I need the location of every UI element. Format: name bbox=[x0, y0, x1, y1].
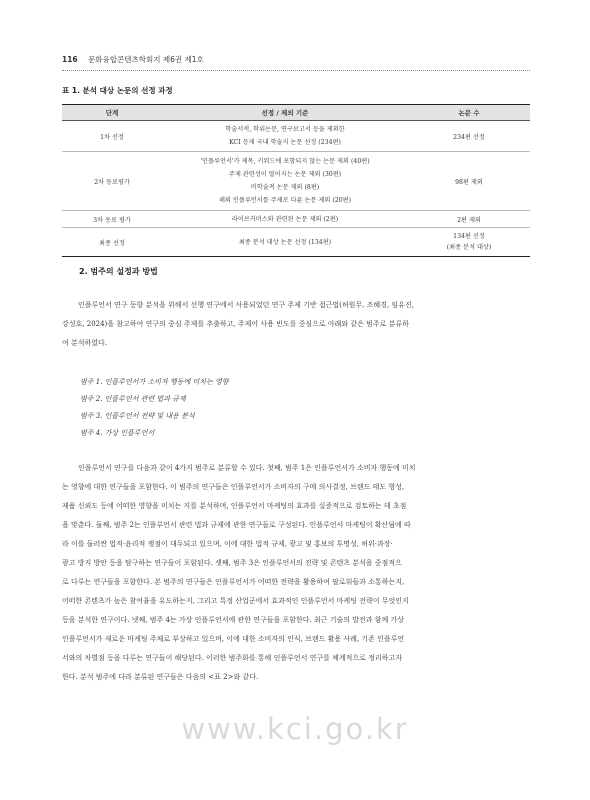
paragraph-line: 한다. 분석 범주에 다라 분류된 연구들은 다음의 <표 2>와 같다. bbox=[62, 673, 259, 681]
paragraph-line: 서와의 차별점 등을 다루는 연구들이 해당된다. 이러한 범주화를 통해 인플루언서 연구를 체계적으로 정리하고자 bbox=[62, 654, 402, 662]
count-line: (최종 분석 대상) bbox=[446, 244, 492, 251]
count-cell bbox=[408, 152, 530, 211]
paragraph-line: 여 분석하였다. bbox=[62, 339, 108, 347]
count-line: 2편 제외 bbox=[457, 216, 481, 224]
criteria-line: KCI 등재 국내 학술지 논문 선정 (234편) bbox=[229, 139, 341, 146]
paragraph-line: 라 이를 둘러싼 법적·윤리적 쟁점이 대두되고 있으며, 이에 대한 법적 규제, 광고 및 홍보의 투명성, 허위·과장· bbox=[62, 540, 393, 548]
count-line: 134편 선정 bbox=[453, 233, 485, 240]
section-heading: 2. 범주의 설정과 방법 bbox=[79, 267, 158, 276]
criteria-line: 학술서적, 학위논문, 연구보고서 등을 제외한 bbox=[225, 126, 345, 133]
criteria-cell bbox=[162, 121, 408, 152]
col-header-stage: 단계 bbox=[62, 105, 162, 121]
criteria-line: 라이브커머스와 관련된 논문 제외 (2편) bbox=[231, 215, 339, 223]
criteria-line: 주제 관련성이 떨어지는 논문 제외 (30편) bbox=[228, 171, 342, 178]
criteria-line: 비학술적 논문 제외 (8편) bbox=[250, 184, 320, 191]
watermark: www.kci.go.kr bbox=[181, 712, 409, 746]
category-item: 범주 3. 인플루언서 전략 및 내용 분석 bbox=[80, 412, 195, 420]
paragraph-line: 로 다루는 연구들을 포함한다. 본 범주의 연구들은 인플루언서가 어떠한 전략을 활용하여 팔로워들과 소통하는지, bbox=[62, 578, 405, 586]
running-header bbox=[62, 54, 532, 65]
paragraph-line: 등을 분석한 연구이다. 넷째, 범주 4는 가상 인플루언서에 관한 연구들을 포함한다. 최근 기술의 발전과 함께 가상 bbox=[62, 616, 405, 624]
journal-title: 문화융합콘텐츠학회지 제6권 제1호 bbox=[88, 55, 204, 64]
body-paragraph bbox=[62, 459, 530, 687]
page-number: 116 bbox=[62, 55, 78, 64]
paragraph-line: 인플루언서 연구 동향 분석을 위해서 선행 연구에서 사용되었던 연구 주제 기반 접근법(허원무, 조혜경, 임유진, bbox=[78, 301, 414, 309]
header-divider bbox=[62, 70, 530, 71]
paragraph-line: 인플루언서가 새로운 마케팅 주체로 부상하고 있으며, 이에 대한 소비자의 인식, 브랜드 활용 사례, 기존 인플루언 bbox=[62, 635, 405, 643]
paragraph-line: 어떠한 콘텐츠가 높은 참여율을 유도하는지, 그리고 특정 산업군에서 효과적인 인플루언서 마케팅 전략이 무엇인지 bbox=[62, 597, 409, 605]
count-line: 98편 제외 bbox=[455, 178, 483, 186]
count-cell bbox=[408, 121, 530, 152]
paragraph-line: 을 맞춘다. 둘째, 범주 2는 인플루언서 관련 법과 규제에 관한 연구들로 구성된다. 인플루언서 마케팅이 확산됨에 따 bbox=[62, 521, 411, 529]
stage-cell: 2차 동료평가 bbox=[62, 152, 162, 211]
table-row bbox=[62, 228, 530, 257]
stage-cell: 3차 동료 평가 bbox=[62, 211, 162, 228]
count-cell bbox=[408, 228, 530, 257]
paragraph-line: 는 영향에 대한 연구들을 포함한다. 이 범주의 연구들은 인플루언서가 소비자의 구매 의사결정, 브랜드 태도 형성, bbox=[62, 483, 405, 491]
criteria-line: 최종 분석 대상 논문 선정 (134편) bbox=[238, 238, 332, 246]
count-cell bbox=[408, 211, 530, 228]
col-header-criteria: 선정 / 제외 기준 bbox=[162, 105, 408, 121]
criteria-line: '인플루언서'가 제목, 키워드에 포함되지 않는 논문 제외 (40편) bbox=[200, 158, 370, 165]
paragraph-line: 제품 신뢰도 등에 어떠한 영향을 미치는 지를 분석하며, 인플루언서 마케팅의 효과를 실증적으로 검토하는 데 초점 bbox=[62, 502, 407, 510]
category-item: 범주 2. 인플루언서 관련 법과 규제 bbox=[80, 395, 186, 403]
table-row bbox=[62, 121, 530, 152]
table-row bbox=[62, 152, 530, 211]
stage-cell: 최종 선정 bbox=[62, 228, 162, 257]
count-line: 234편 선정 bbox=[453, 133, 485, 141]
criteria-cell bbox=[162, 211, 408, 228]
criteria-line: 해외 인플루언서를 주제로 다룬 논문 제외 (20편) bbox=[218, 197, 352, 204]
intro-paragraph bbox=[62, 296, 530, 353]
criteria-cell bbox=[162, 228, 408, 257]
table-caption: 표 1. 분석 대상 논문의 선정 과정 bbox=[62, 86, 173, 95]
category-item: 범주 4. 가상 인플루언서 bbox=[80, 429, 155, 437]
selection-process-table bbox=[62, 104, 530, 257]
stage-cell: 1차 선정 bbox=[62, 121, 162, 152]
paragraph-line: 강성호, 2024)을 참고하여 연구의 중심 주제를 추출하고, 주제어 사용 빈도를 중심으로 아래와 같은 범주로 분류하 bbox=[62, 320, 409, 328]
category-item: 범주 1. 인플루언서가 소비자 행동에 미치는 영향 bbox=[80, 378, 229, 386]
table-header-row bbox=[62, 105, 530, 121]
col-header-count: 논문 수 bbox=[408, 105, 530, 121]
paragraph-line: 인플루언서 연구를 다음과 같이 4가지 범주로 분류할 수 있다. 첫째, 범주 1은 인플루언서가 소비자 행동에 미치 bbox=[78, 464, 416, 472]
criteria-cell bbox=[162, 152, 408, 211]
table-row bbox=[62, 211, 530, 228]
paragraph-line: 광고 방지 방안 등을 탐구하는 연구들이 포함된다. 셋째, 범주 3은 인플루언서의 전략 및 콘텐츠 분석을 중점적으 bbox=[62, 559, 402, 567]
